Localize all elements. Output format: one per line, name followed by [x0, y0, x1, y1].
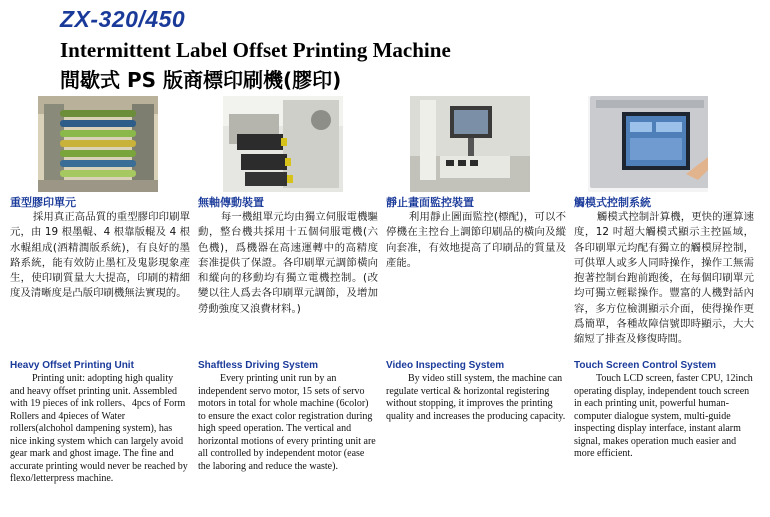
section-heavy-offset-zh — [10, 196, 190, 302]
section-video-en — [386, 360, 566, 423]
touch-screen-photo — [588, 96, 708, 192]
section-shaftless-zh — [198, 196, 378, 317]
section-heavy-offset-en — [10, 360, 190, 486]
section-body-zh: 每一機組單元均由獨立伺服電機驅動，整台機共採用十五個伺服電機(六色機)，爲機器在高速運轉中的高精度套准提供了保證。各印刷單元調節橫向和縱向的移動均有獨立電機控制。(改變以往人爲去各印刷單元調節，及增加勞動強度又浪費材料。) — [198, 211, 378, 315]
section-body-en: By video still system, the machine can regulate vertical & horizontal registering without stopping, it improves the printing quality and increases the producing capacity. — [386, 373, 566, 422]
section-title-en: Video Inspecting System — [386, 360, 505, 371]
page-title-en: Intermittent Label Offset Printing Machine — [60, 38, 451, 62]
section-touch-en — [574, 360, 754, 461]
section-body-en: Touch LCD screen, faster CPU, 12inch operating display, independent touch screen in each printing unit, powerful human-computer dialogue system, multi-guide inspecting display interface, instant alarm signal, makes operation much easier and more efficient. — [574, 373, 753, 459]
section-body-zh: 利用靜止圖面監控(標配)，可以不停機在主控台上調節印刷品的橫向及縱向套准，有效地提高了印刷品的質量及產能。 — [386, 211, 566, 269]
page-title-zh: 間歇式 PS 版商標印刷機(膠印) — [60, 68, 342, 92]
section-title-zh: 無軸傳動裝置 — [198, 196, 264, 209]
section-body-zh: 採用真正高品質的重型膠印印刷單元，由 19 根墨輥、4 根靠版輥及 4 根水輥組成(酒精潤版系統)，有良好的墨路系統，能有效防止墨杠及鬼影現象產生，使印刷質量大大提高，印刷的精細度及清晰度是凸版印刷機無法實現的。 — [10, 211, 190, 300]
section-body-en: Every printing unit run by an independent servo motor, 15 sets of servo motors in total for whole machine (6color) to ensure the exact color registration during high speed operation. The vertical and horizontal motions of every printing unit are all controlled by independent motor (ease the laboring and reduce the waste). — [198, 373, 376, 472]
offset-printing-unit-photo — [38, 96, 158, 192]
model-number: ZX-320/450 — [60, 6, 186, 32]
section-video-zh — [386, 196, 566, 271]
section-title-en: Heavy Offset Printing Unit — [10, 360, 134, 371]
section-body-zh: 觸模式控制計算機，更快的運算速度，12 吋超大觸模式顯示主控區域，各印刷單元均配有獨立的觸模屏控制，可供單人或多人同時操作，操作工無需抱著控制台跑前跑後，在每個印刷單元均可獨立輕鬆操作。豐富的人機對話內容，多方位檢測顯示介面，使得操作更爲簡單，各種故障信號即時顯示，大大縮短了排查及修復時間。 — [574, 211, 754, 346]
section-title-zh: 重型膠印單元 — [10, 196, 76, 209]
servo-motor-photo — [223, 96, 343, 192]
section-shaftless-en — [198, 360, 378, 473]
section-body-en: Printing unit: adopting high quality and heavy offset printing unit. Assembled with 19 pieces of ink rollers、4pcs of Form Rollers and 4pieces of Water rollers(alchohol dampening system), has nice inking system which can largely avoid gear mark and ghost image. The fine and accurate printing would never be reached by flexo/letterpress machine. — [10, 373, 188, 484]
section-touch-zh — [574, 196, 754, 348]
video-monitor-photo — [410, 96, 530, 192]
section-title-en: Shaftless Driving System — [198, 360, 319, 371]
section-title-zh: 觸模式控制系統 — [574, 196, 651, 209]
section-title-en: Touch Screen Control System — [574, 360, 717, 371]
section-title-zh: 靜止畫面監控裝置 — [386, 196, 474, 209]
